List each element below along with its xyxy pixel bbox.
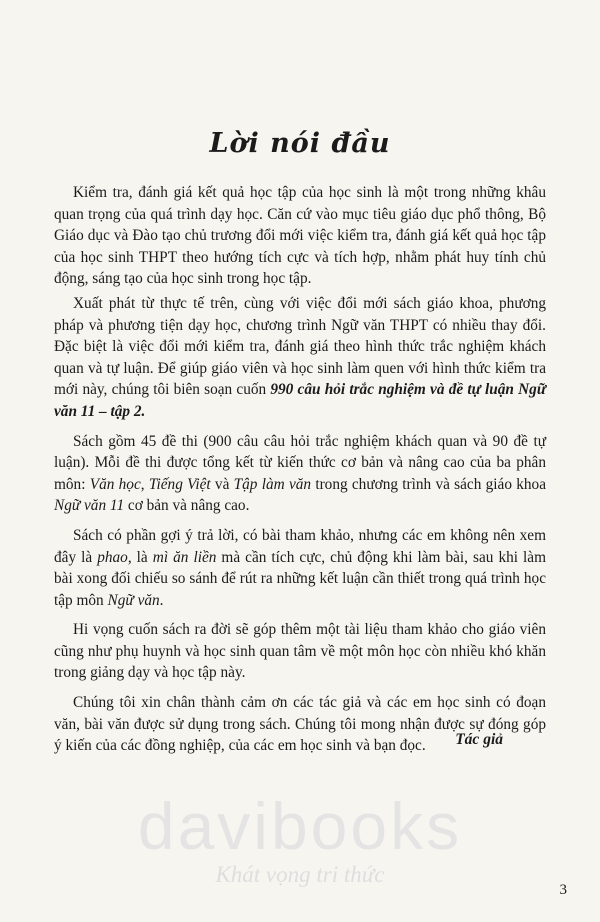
emphasized-text: Tập làm văn: [233, 475, 312, 493]
paragraph: [54, 431, 546, 517]
author-signature: Tác giả: [455, 731, 503, 748]
emphasized-text: Văn học: [89, 475, 141, 493]
emphasized-text: phao: [97, 548, 128, 566]
emphasized-text: 990 câu hỏi trắc nghiệm và đề tự luận Ngữ văn 11 – tập 2.: [54, 381, 546, 420]
text-run: Sách có phần gợi ý trả lời, có bài tham khảo, nhưng các em không nên xem đây là: [54, 526, 546, 566]
text-run: Xuất phát từ thực tế trên, cùng với việc đổi mới sách giáo khoa, phương pháp và phương tiện dạy học, chương trình Ngữ văn THPT có nhiều thay đổi. Đặc biệt là việc đổi mới kiểm tra, đánh giá theo hình thức trắc nghiệm khách quan và tự luận. Để giúp giáo viên và học sinh làm quen với hình thức kiểm tra mới này, chúng tôi biên soạn cuốn: [54, 294, 546, 399]
page-number: 3: [559, 882, 567, 898]
paragraph: [54, 619, 546, 684]
watermark-brand: davibooks: [137, 789, 463, 863]
emphasized-text: Tiếng Việt: [148, 475, 211, 493]
watermark-tagline: Khát vọng tri thức: [215, 862, 385, 887]
text-run: trong chương trình và sách giáo khoa: [311, 475, 546, 493]
text-run: cơ bản và nâng cao.: [124, 497, 250, 515]
text-run: Sách gồm 45 đề thi (900 câu câu hỏi trắc nghiệm khách quan và 90 đề tự luận). Mỗi đề thi được tổng kết từ kiến thức cơ bản và nâng cao của ba phân môn:: [54, 432, 546, 493]
text-run: và: [210, 475, 234, 493]
paragraph: [54, 182, 546, 290]
emphasized-text: mì ăn liền: [152, 548, 217, 566]
text-run: , là: [127, 548, 153, 566]
text-run: Kiểm tra, đánh giá kết quả học tập của học sinh là một trong những khâu quan trọng của quá trình dạy học. Căn cứ vào mục tiêu giáo dục phổ thông, Bộ Giáo dục và Đào tạo chủ trương đổi mới việc kiểm tra, đánh giá kết quả học tập của học sinh THPT theo hướng tích cực và tích hợp, nhằm phát huy tính chủ động, sáng tạo của học sinh trong học tập.: [54, 184, 546, 288]
emphasized-text: Ngữ văn 11: [54, 497, 125, 515]
preface-body: [54, 182, 546, 765]
text-run: Chúng tôi xin chân thành cảm ơn các tác giả và các em học sinh có đoạn văn, bài văn được sử dụng trong sách. Chúng tôi mong nhận được sự đóng góp ý kiến của các đồng nghiệp, của các em học sinh và bạn đọc.: [54, 694, 546, 755]
text-run: Hi vọng cuốn sách ra đời sẽ góp thêm một tài liệu tham khảo cho giáo viên cũng như phụ huynh và học sinh quan tâm về một môn học còn nhiều khó khăn trong giảng dạy và học tập này.: [54, 621, 546, 682]
emphasized-text: Ngữ văn: [107, 591, 160, 609]
text-run: .: [159, 591, 164, 609]
text-run: ,: [140, 475, 149, 493]
paragraph: [54, 293, 546, 423]
paragraph: [54, 525, 546, 611]
text-run: mà cần tích cực, chủ động khi làm bài, sau khi làm bài xong đối chiếu so sánh để rút ra những kết luận cần thiết trong quá trình học tập môn: [54, 548, 546, 609]
page-title: Lời nói đầu: [209, 128, 391, 159]
